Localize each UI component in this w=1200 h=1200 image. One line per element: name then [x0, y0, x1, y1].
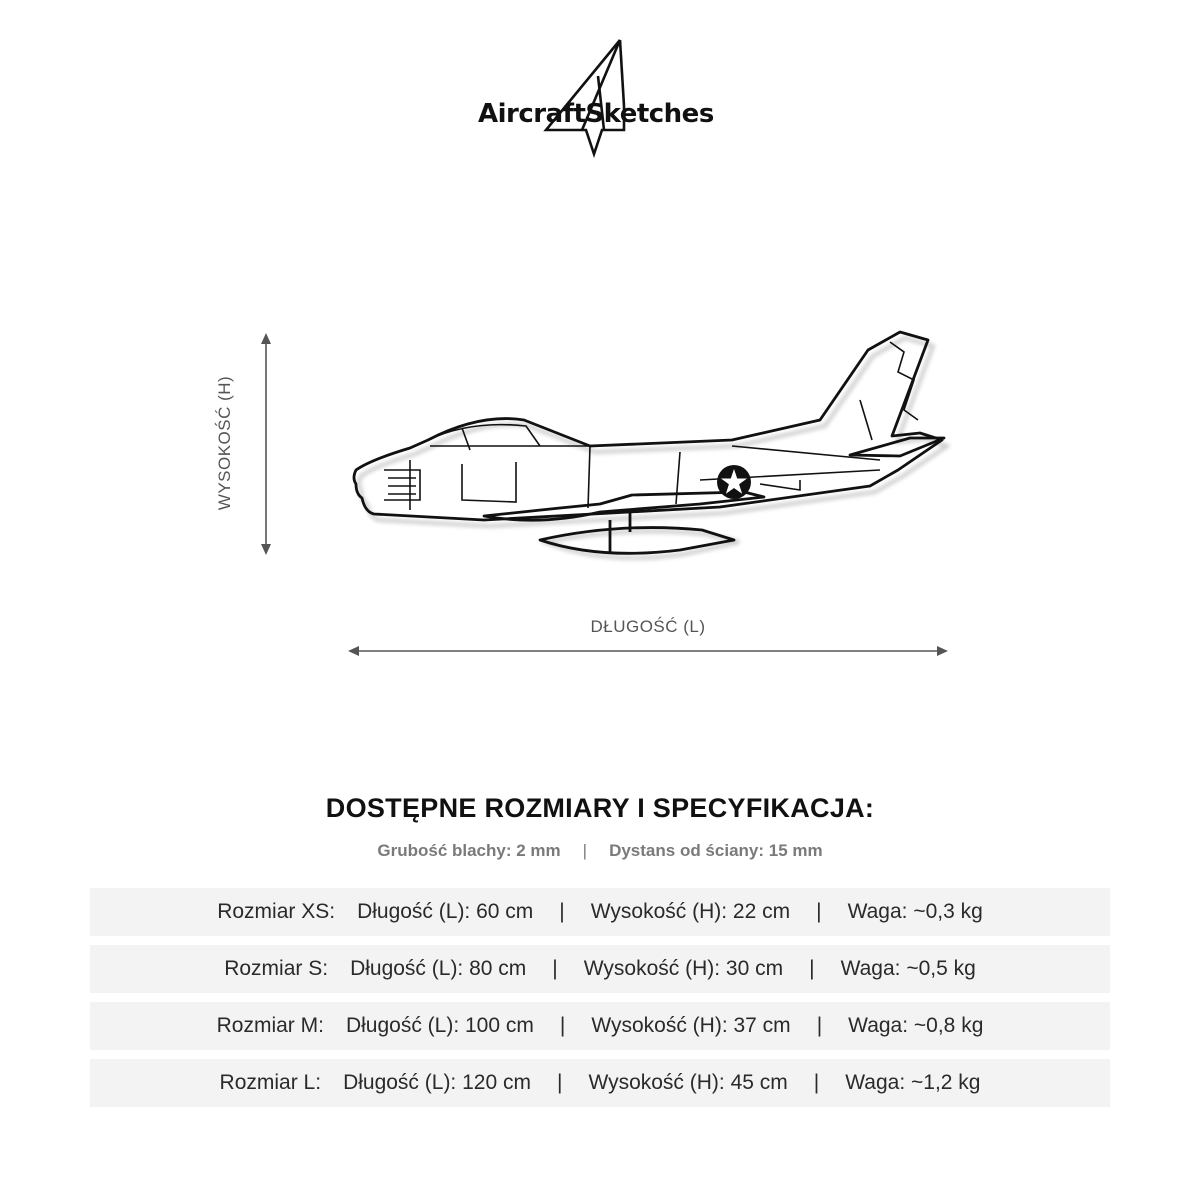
length-value: Długość (L): 60 cm	[357, 900, 534, 923]
paper-plane-outline-icon	[470, 36, 730, 160]
separator: |	[816, 900, 822, 923]
dimension-drawing	[0, 300, 1200, 700]
length-arrow	[348, 646, 948, 656]
specs-subtitle	[0, 841, 1200, 861]
size-row-l	[90, 1059, 1110, 1107]
thickness-text: Grubość blachy: 2 mm	[377, 841, 561, 860]
height-label: WYSOKOŚĆ (H)	[215, 375, 234, 511]
height-arrow	[261, 333, 271, 555]
separator: |	[552, 957, 558, 980]
separator: |	[813, 1071, 820, 1094]
separator: |	[582, 841, 588, 860]
size-row-m	[90, 1002, 1110, 1050]
size-label: Rozmiar M:	[216, 1014, 324, 1037]
weight-value: Waga: ~0,5 kg	[840, 957, 976, 980]
height-value: Wysokość (H): 37 cm	[591, 1014, 791, 1037]
height-value: Wysokość (H): 22 cm	[590, 900, 791, 923]
separator: |	[559, 900, 565, 923]
weight-value: Waga: ~0,8 kg	[848, 1014, 984, 1037]
size-row-s	[90, 945, 1110, 993]
size-row-xs	[90, 888, 1110, 936]
height-value: Wysokość (H): 30 cm	[583, 957, 784, 980]
length-value: Długość (L): 100 cm	[345, 1014, 534, 1037]
size-label: Rozmiar L:	[219, 1071, 322, 1094]
specs-title: DOSTĘPNE ROZMIARY I SPECYFIKACJA:	[325, 793, 875, 823]
size-label: Rozmiar S:	[224, 957, 329, 980]
brand-name: AircraftSketches	[478, 99, 714, 129]
length-value: Długość (L): 120 cm	[343, 1071, 531, 1094]
height-value: Wysokość (H): 45 cm	[588, 1071, 788, 1094]
brand-logo	[470, 36, 730, 160]
separator: |	[559, 1014, 566, 1037]
separator: |	[816, 1014, 823, 1037]
size-table	[90, 888, 1110, 1116]
length-label: DŁUGOŚĆ (L)	[590, 617, 706, 636]
wall-distance-text: Dystans od ściany: 15 mm	[609, 841, 823, 860]
weight-value: Waga: ~1,2 kg	[845, 1071, 981, 1094]
separator: |	[809, 957, 815, 980]
size-label: Rozmiar XS:	[217, 900, 336, 923]
length-value: Długość (L): 80 cm	[350, 957, 527, 980]
jet-fighter-side-silhouette-icon	[354, 332, 947, 558]
weight-value: Waga: ~0,3 kg	[847, 900, 983, 923]
separator: |	[556, 1071, 563, 1094]
